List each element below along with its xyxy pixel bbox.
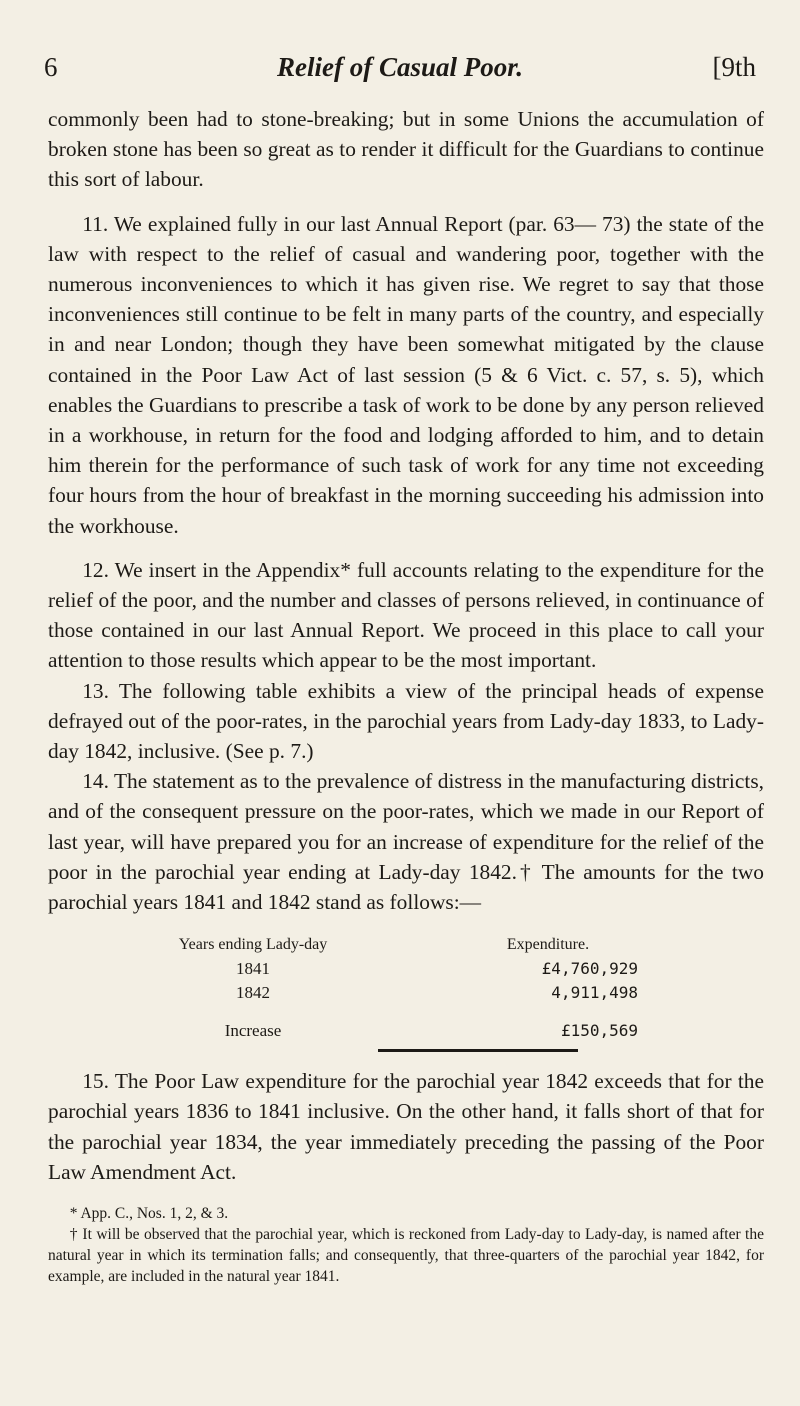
footnote-appendix: * App. C., Nos. 1, 2, & 3. <box>69 1205 229 1223</box>
paragraph-13: 13. The following table exhibits a view of the principal heads of expense defrayed out of the poor-rates, in the parochial years from Lady-day 1833, to Lady-day 1842, inclusive. (See p. 7.) <box>48 678 764 764</box>
running-title: Relief of Casual Poor. <box>276 52 523 82</box>
table-increase-amount: £150,569 <box>560 1021 638 1041</box>
paragraph-continued: commonly been had to stone-breaking; but in some Unions the accumulation of broken stone has been so great as to render it difficult for the Guardians to continue this sort of labour. <box>48 107 764 192</box>
page-body <box>48 104 764 1287</box>
table-header-expenditure: Expenditure. <box>506 936 590 954</box>
page-header <box>44 52 756 88</box>
paragraph-15: 15. The Poor Law expenditure for the parochial year 1842 exceeds that for the parochial years 1836 to 1841 inclusive. On the other hand, it falls short of that for the parochial year 1834, the year immediately preceding the passing of the Poor Law Amendment Act. <box>48 1069 764 1184</box>
side-mark: [9th <box>712 52 756 82</box>
table-row <box>48 957 764 981</box>
table-amount: 4,911,498 <box>551 983 638 1003</box>
table-increase-label: Increase <box>224 1021 282 1041</box>
footnotes <box>48 1203 764 1287</box>
table-header-row <box>48 933 764 957</box>
table-amount: £4,760,929 <box>541 959 638 979</box>
table-increase-row <box>48 1019 764 1043</box>
footnote-parochial-year: † It will be observed that the parochial year, which is reckoned from Lady-day to Lady-day, is named after the natural year in which its termination falls; and consequently, that three-quarters of the parochial year 1842, for example, are included in the natural year 1841. <box>48 1226 764 1286</box>
table-header-years: Years ending Lady-day <box>178 936 328 954</box>
table-rule <box>378 1049 578 1052</box>
paragraph-14: 14. The statement as to the prevalence of distress in the manufacturing districts, and of the consequent pressure on the poor-rates, which we made in our Report of last year, will have prepared you for an increase of expenditure for the relief of the poor in the parochial year ending at Lady-day 1842.† The amounts for the two parochial years 1841 and 1842 stand as follows:— <box>48 769 764 915</box>
table-row <box>48 981 764 1005</box>
table-year: 1841 <box>236 959 270 979</box>
paragraph-12: 12. We insert in the Appendix* full accounts relating to the expenditure for the relief of the poor, and the number and classes of persons relieved, in continuance of those contained in our last Annual Report. We proceed in this place to call your attention to those results which appear to be the most important. <box>48 557 764 673</box>
paragraph-11: 11. We explained fully in our last Annual Report (par. 63— 73) the state of the law with respect to the relief of casual and wandering poor, together with the numerous inconveniences to which it has given rise. We regret to say that those inconveniences still continue to be felt in many parts of the country, and especially in and near London; though they have been somewhat mitigated by the clause contained in the Poor Law Act of last session (5 & 6 Vict. c. 57, s. 5), which enables the Guardians to prescribe a task of work to be done by any person relieved in a workhouse, in return for the food and lodging afforded to him, and to detain him therein for the performance of such task of work for any time not exceeding four hours from the hour of breakfast in the morning succeeding his admission into the workhouse. <box>48 211 764 538</box>
table-year: 1842 <box>236 983 270 1003</box>
page-number: 6 <box>44 52 58 82</box>
expenditure-table <box>48 933 764 1052</box>
